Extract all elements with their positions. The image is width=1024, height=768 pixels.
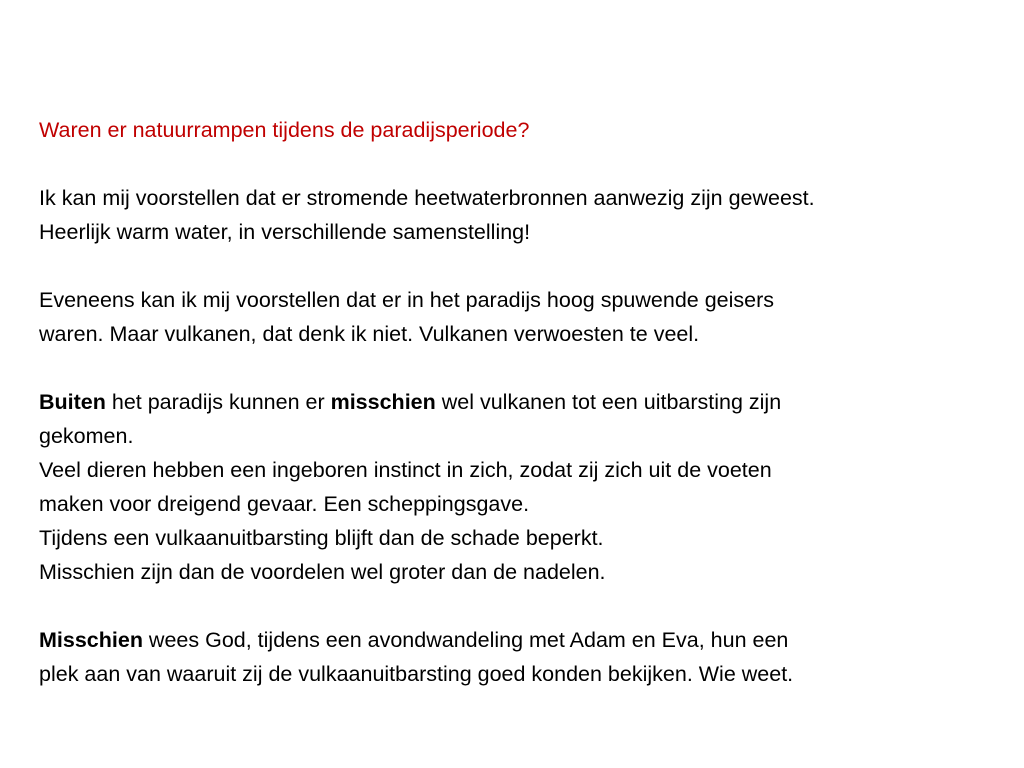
paragraph-god-walk-line-1 [39, 623, 999, 657]
paragraph-god-walk-line-2: plek aan van waaruit zij de vulkaanuitbarsting goed konden bekijken. Wie weet. [39, 662, 794, 686]
paragraph-hot-springs-line-2: Heerlijk warm water, in verschillende samenstelling! [39, 220, 531, 244]
paragraph-hot-springs-line-1: Ik kan mij voorstellen dat er stromende heetwaterbronnen aanwezig zijn geweest. [39, 186, 815, 210]
paragraph-outside-paradise-line-1 [39, 385, 999, 419]
bold-buiten: Buiten [39, 390, 106, 414]
paragraph-damage: Tijdens een vulkaanuitbarsting blijft dan de schade beperkt. [39, 526, 604, 550]
spacer [39, 147, 999, 181]
slide-title: Waren er natuurrampen tijdens de paradijsperiode? [39, 118, 530, 142]
paragraph-animals-line-2: maken voor dreigend gevaar. Een scheppingsgave. [39, 492, 530, 516]
paragraph-advantages: Misschien zijn dan de voordelen wel groter dan de nadelen. [39, 560, 606, 584]
spacer [39, 351, 999, 385]
text-segment: wees God, tijdens een avondwandeling met Adam en Eva, hun een [142, 628, 789, 652]
text-segment: het paradijs kunnen er [105, 390, 331, 414]
text-segment: wel vulkanen tot een uitbarsting zijn [435, 390, 782, 414]
spacer [39, 249, 999, 283]
paragraph-outside-paradise-line-2: gekomen. [39, 424, 134, 448]
paragraph-geysers-line-2: waren. Maar vulkanen, dat denk ik niet. Vulkanen verwoesten te veel. [39, 322, 700, 346]
bold-misschien: misschien [330, 390, 436, 414]
slide-body [39, 113, 999, 691]
bold-misschien: Misschien [39, 628, 143, 652]
paragraph-animals-line-1: Veel dieren hebben een ingeboren instinct in zich, zodat zij zich uit de voeten [39, 458, 772, 482]
spacer [39, 589, 999, 623]
paragraph-geysers-line-1: Eveneens kan ik mij voorstellen dat er in het paradijs hoog spuwende geisers [39, 288, 775, 312]
